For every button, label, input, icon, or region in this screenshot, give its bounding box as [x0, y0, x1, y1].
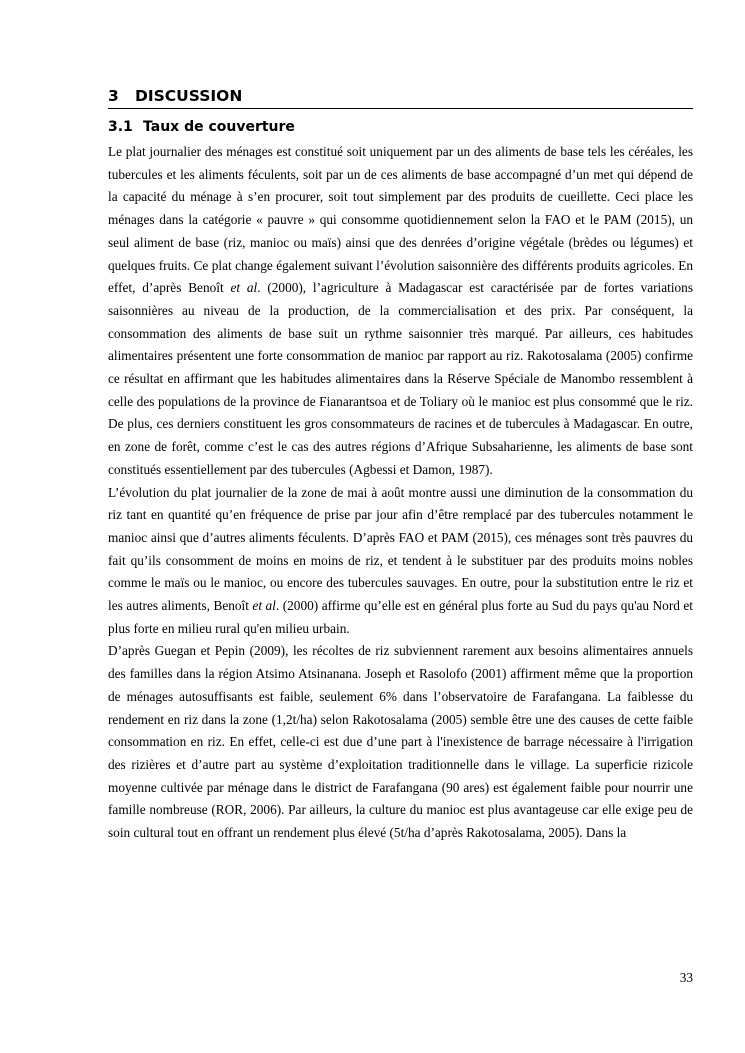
- paragraph-1-text-b: . (2000), l’agriculture à Madagascar est caractérisée par de fortes variations saisonnières au niveau de la production, de la commercialisation et des prix. Par conséquent, la consommation des aliments de base suit un rythme saisonnier très marqué. Par ailleurs, ces habitudes alimentaires présentent une forte consommation de manioc par rapport au riz. Rakotosalama (2005) confirme ce résultat en affirmant que les habitudes alimentaires dans la Réserve Spéciale de Manombo ressemblent à celle des populations de la province de Fianarantsoa et de Toliary où le manioc est plus consommé que le riz. De plus, ces derniers constituent les gros consommateurs de racines et de tubercules à Madagascar. En outre, en zone de forêt, comme c’est le cas des autres régions d’Afrique Subsaharienne, les aliments de base sont constitués essentiellement par des tubercules (Agbessi et Damon, 1987).: [108, 280, 693, 477]
- paragraph-1-text-a: Le plat journalier des ménages est constitué soit uniquement par un des aliments de base tels les céréales, les tubercules et les aliments féculents, soit par un de ces aliments de base accompagné d’un met qui dépend de la capacité du ménage à s’en procurer, soit tout simplement par des produits de cueillette. Ceci place les ménages dans la catégorie « pauvre » qui consomme quotidiennement selon la FAO et le PAM (2015), un seul aliment de base (riz, manioc ou maïs) ainsi que des denrées d’origine végétale (brèdes ou légumes) et quelques fruits. Ce plat change également suivant l’évolution saisonnière des différents produits agricoles. En effet, d’après Benoît: [108, 144, 693, 296]
- paragraph-1-citation-italic: et al: [230, 280, 258, 296]
- paragraph-1: [108, 141, 693, 482]
- page-body: [108, 86, 693, 845]
- paragraph-2-text-a: L’évolution du plat journalier de la zone de mai à août montre aussi une diminution de la consommation du riz tant en quantité qu’en fréquence de prise par jour afin d’être remplacé par des tubercules notamment le manioc ainsi que d’autres aliments féculents. D’après FAO et PAM (2015), ces ménages sont très pauvres du fait qu’ils consomment de moins en moins de riz, et tendent à le substituer par des produits moins nobles comme le maïs ou le manioc, ou encore des tubercules sauvages. En outre, pour la substitution entre le riz et les autres aliments, Benoît: [108, 484, 693, 614]
- section-number: 3: [108, 87, 119, 105]
- section-title: DISCUSSION: [135, 87, 243, 105]
- paragraph-2-citation-italic: et al: [252, 598, 276, 614]
- subsection-heading: [108, 118, 693, 136]
- subsection-number: 3.1: [108, 119, 133, 135]
- page-number: 33: [679, 970, 693, 985]
- section-heading: [108, 86, 693, 109]
- paragraph-2-text-b: . (2000) affirme qu’elle est en général plus forte au Sud du pays qu'au Nord et plus forte en milieu rural qu'en milieu urbain.: [108, 598, 694, 636]
- paragraph-3: D’après Guegan et Pepin (2009), les récoltes de riz subviennent rarement aux besoins alimentaires annuels des familles dans la région Atsimo Atsinanana. Joseph et Rasolofo (2001) affirment même que la proportion de ménages autosuffisants est faible, seulement 6% dans l’observatoire de Farafangana. La faiblesse du rendement en riz dans la zone (1,2t/ha) selon Rakotosalama (2005) semble être une des causes de cette faible consommation en riz. En effet, celle-ci est due d’une part à l'inexistence de barrage nécessaire à l'irrigation des rizières et d’autre part au système d’exploitation traditionnelle dans le village. La superficie rizicole moyenne cultivée par ménage dans le district de Farafangana (90 ares) est également faible pour nourrir une famille nombreuse (ROR, 2006). Par ailleurs, la culture du manioc est plus avantageuse car elle exige peu de soin cultural tout en offrant un rendement plus élevé (5t/ha d’après Rakotosalama, 2005). Dans la: [108, 643, 693, 841]
- subsection-title: Taux de couverture: [143, 119, 295, 135]
- paragraph-2: [108, 482, 693, 641]
